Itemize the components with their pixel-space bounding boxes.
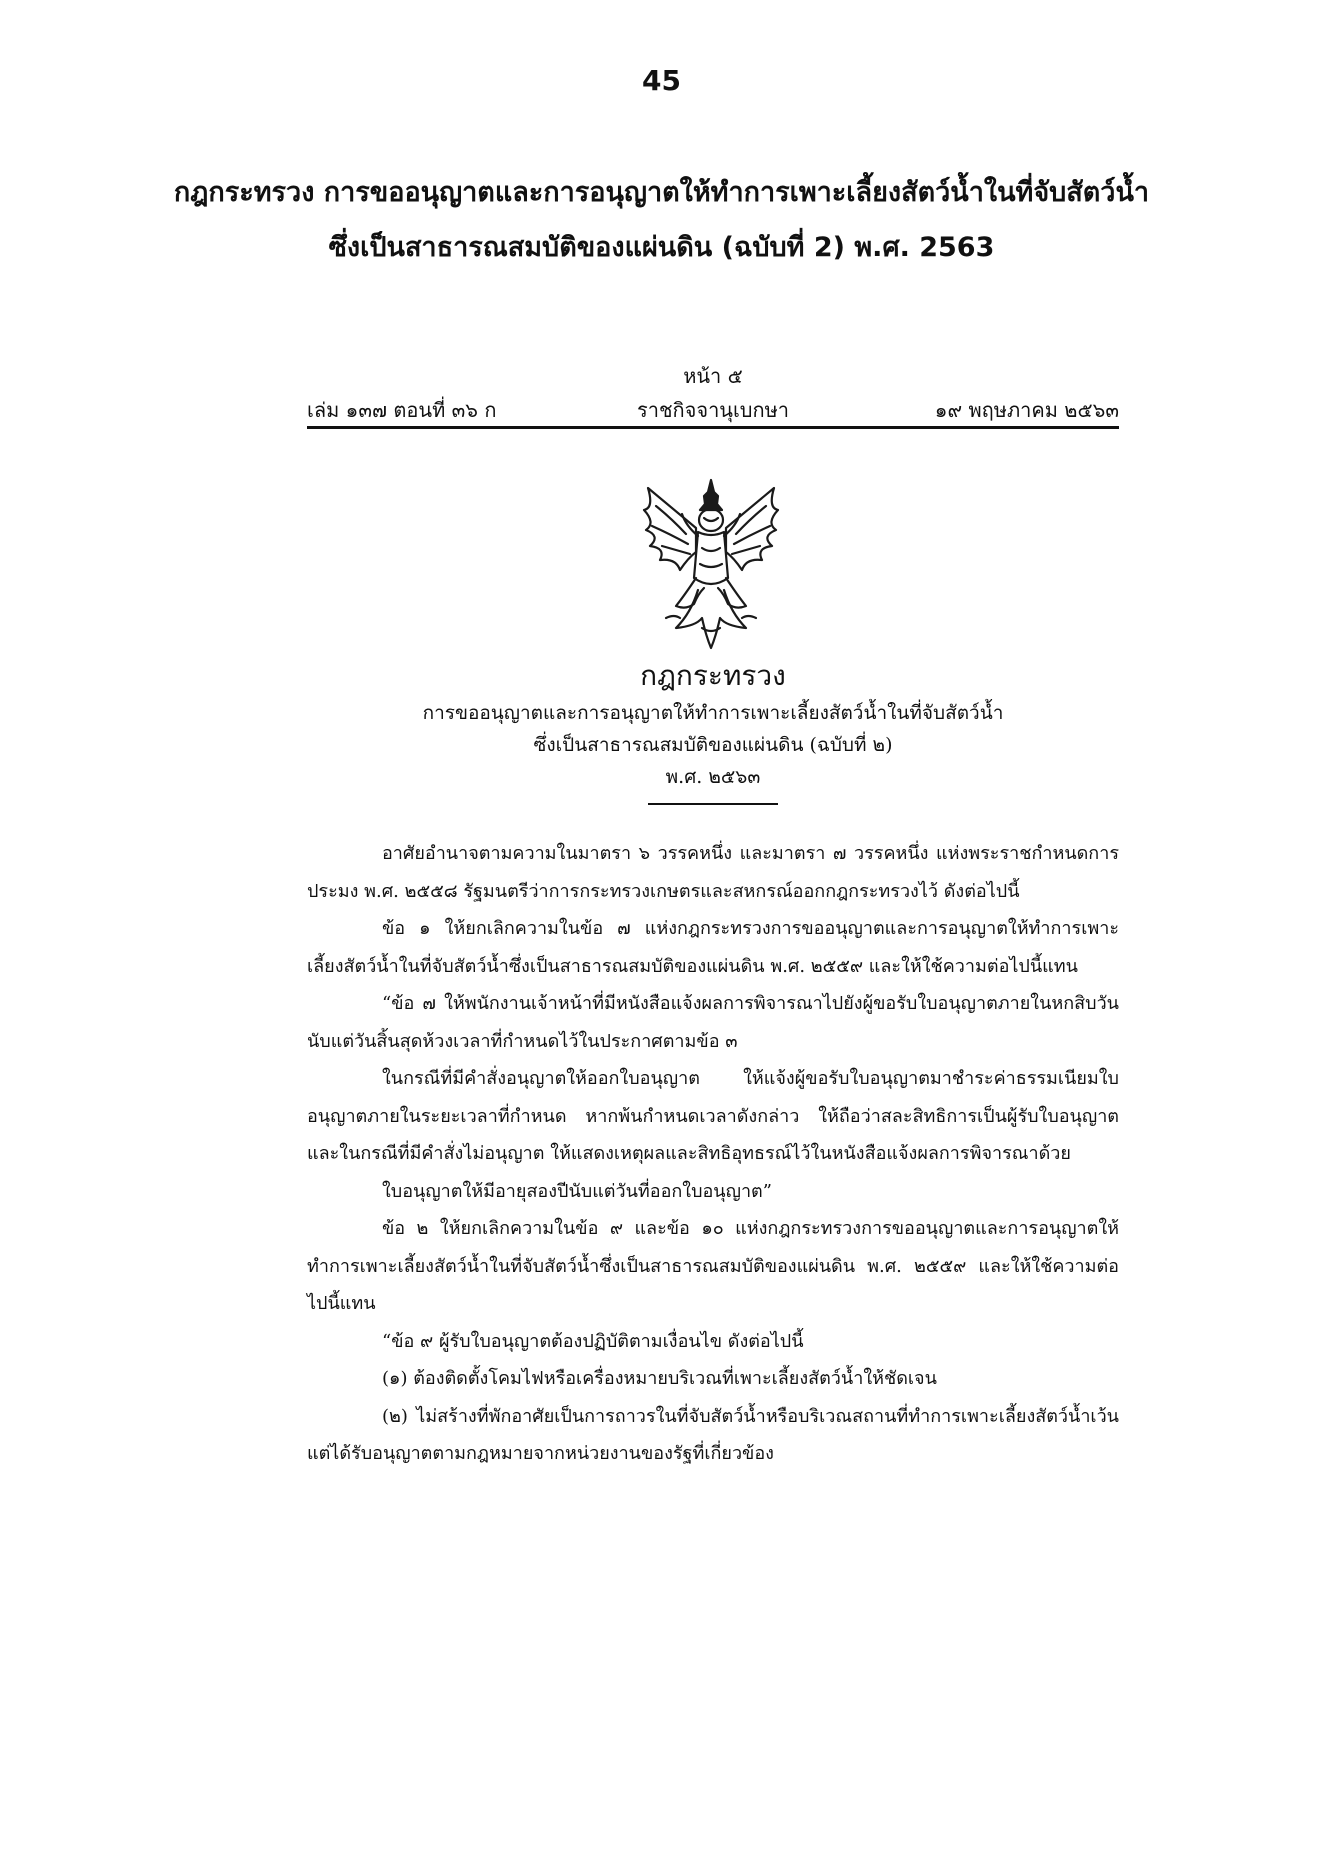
paragraph: “ข้อ ๗ ให้พนักงานเจ้าหน้าที่มีหนังสือแจ้งผลการพิจารณาไปยังผู้ขอรับใบอนุญาตภายในหกสิบวันนับแต่วันสิ้นสุดห้วงเวลาที่กำหนดไว้ในประกาศตามข้อ ๓	[307, 993, 1119, 1052]
heading-underline	[648, 803, 778, 805]
garuda-emblem-icon	[636, 478, 786, 653]
paragraph: อาศัยอำนาจตามความในมาตรา ๖ วรรคหนึ่ง และมาตรา ๗ วรรคหนึ่ง แห่งพระราชกำหนดการประมง พ.ศ. ๒๕๕๘ รัฐมนตรีว่าการกระทรวงเกษตรและสหกรณ์ออกกฎกระทรวงไว้ ดังต่อไปนี้	[307, 843, 1119, 902]
paragraph: ข้อ ๒ ให้ยกเลิกความในข้อ ๙ และข้อ ๑๐ แห่งกฎกระทรวงการขออนุญาตและการอนุญาตให้ทำการเพาะเลี้ยงสัตว์น้ำในที่จับสัตว์น้ำซึ่งเป็นสาธารณสมบัติของแผ่นดิน พ.ศ. ๒๕๕๙ และให้ใช้ความต่อไปนี้แทน	[307, 1218, 1119, 1314]
document-title-line-1: กฎกระทรวง การขออนุญาตและการอนุญาตให้ทำการเพาะเลี้ยงสัตว์น้ำในที่จับสัตว์น้ำ	[173, 177, 1150, 208]
regulation-year: พ.ศ. ๒๕๖๓	[665, 766, 761, 788]
paragraph: (๒) ไม่สร้างที่พักอาศัยเป็นการถาวรในที่จับสัตว์น้ำหรือบริเวณสถานที่ทำการเพาะเลี้ยงสัตว์น้ำเว้นแต่ได้รับอนุญาตตามกฎหมายจากหน่วยงานของรัฐที่เกี่ยวข้อง	[307, 1405, 1119, 1464]
gazette-publication-name: ราชกิจจานุเบกษา	[636, 398, 790, 422]
regulation-heading: กฎกระทรวง	[640, 659, 786, 692]
regulation-heading-block	[307, 655, 1119, 805]
gazette-date: ๑๙ พฤษภาคม ๒๕๖๓	[934, 398, 1119, 422]
paragraph: ข้อ ๑ ให้ยกเลิกความในข้อ ๗ แห่งกฎกระทรวงการขออนุญาตและการอนุญาตให้ทำการเพาะเลี้ยงสัตว์น้ำในที่จับสัตว์น้ำซึ่งเป็นสาธารณสมบัติของแผ่นดิน พ.ศ. ๒๕๕๙ และให้ใช้ความต่อไปนี้แทน	[307, 918, 1119, 977]
paragraph: ในกรณีที่มีคำสั่งอนุญาตให้ออกใบอนุญาต ให้แจ้งผู้ขอรับใบอนุญาตมาชำระค่าธรรมเนียมใบอนุญาตภายในระยะเวลาที่กำหนด หากพ้นกำหนดเวลาดังกล่าว ให้ถือว่าสละสิทธิการเป็นผู้รับใบอนุญาต และในกรณีที่มีคำสั่งไม่อนุญาต ให้แสดงเหตุผลและสิทธิอุทธรณ์ไว้ในหนังสือแจ้งผลการพิจารณาด้วย	[307, 1068, 1119, 1164]
gazette-header	[307, 360, 1119, 426]
document-title	[150, 165, 1173, 275]
paragraph: “ข้อ ๙ ผู้รับใบอนุญาตต้องปฏิบัติตามเงื่อนไข ดังต่อไปนี้	[382, 1330, 804, 1352]
gazette-volume-issue: เล่ม ๑๓๗ ตอนที่ ๓๖ ก	[307, 398, 497, 422]
regulation-subtitle-line-1: การขออนุญาตและการอนุญาตให้ทำการเพาะเลี้ยงสัตว์น้ำในที่จับสัตว์น้ำ	[422, 702, 1004, 724]
regulation-body	[307, 835, 1119, 1473]
page-number: 45	[642, 64, 681, 97]
gazette-page-number: หน้า ๕	[683, 364, 743, 388]
regulation-subtitle-line-2: ซึ่งเป็นสาธารณสมบัติของแผ่นดิน (ฉบับที่ ๒)	[533, 734, 893, 756]
header-divider	[307, 426, 1119, 429]
paragraph: ใบอนุญาตให้มีอายุสองปีนับแต่วันที่ออกใบอนุญาต”	[382, 1180, 772, 1202]
paragraph: (๑) ต้องติดตั้งโคมไฟหรือเครื่องหมายบริเวณที่เพาะเลี้ยงสัตว์น้ำให้ชัดเจน	[382, 1368, 937, 1389]
document-title-line-2: ซึ่งเป็นสาธารณสมบัติของแผ่นดิน (ฉบับที่ 2) พ.ศ. 2563	[328, 232, 995, 263]
